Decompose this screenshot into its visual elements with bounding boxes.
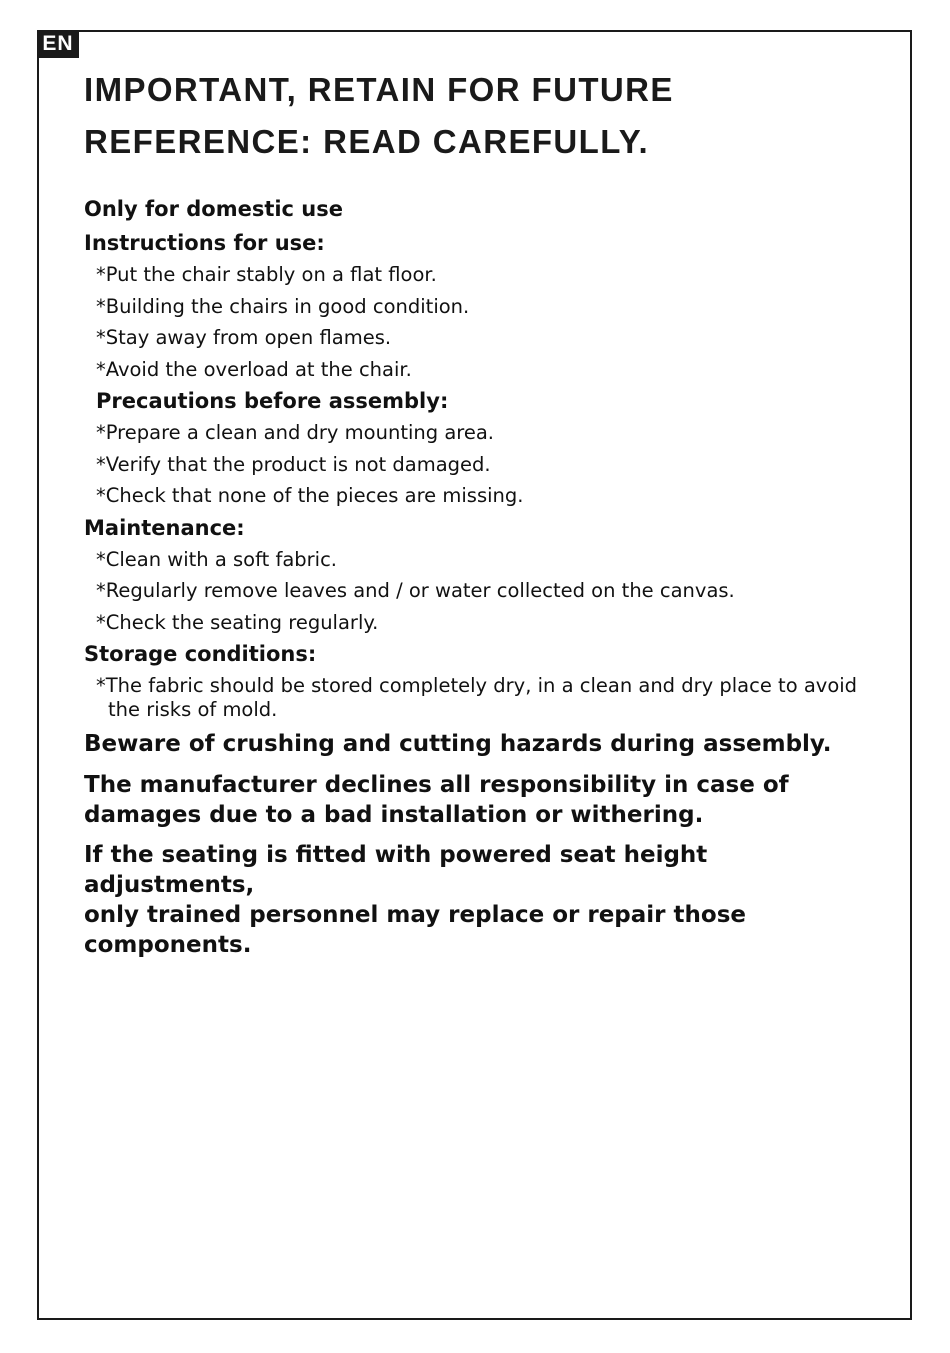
maintenance-item: *Check the seating regularly. — [96, 610, 379, 634]
precaution-item: *Prepare a clean and dry mounting area. — [96, 421, 494, 444]
instruction-item: *Put the chair stably on a flat floor. — [96, 263, 437, 286]
seating-warning-line-2: only trained personnel may replace or repair those — [84, 902, 746, 928]
maintenance-heading: Maintenance: — [84, 515, 245, 540]
seating-warning — [84, 840, 884, 960]
crushing-warning: Beware of crushing and cutting hazards during assembly. — [84, 731, 832, 757]
precaution-item: *Verify that the product is not damaged. — [96, 452, 491, 476]
manufacturer-disclaimer — [84, 770, 884, 830]
seating-warning-line-1: If the seating is fitted with powered seat height adjustments, — [84, 842, 708, 898]
storage-item: *The fabric should be stored completely dry, in a clean and dry place to avoid the risks of mold. — [96, 674, 858, 721]
precaution-item: *Check that none of the pieces are missing. — [96, 484, 524, 507]
title-line-1: IMPORTANT, RETAIN FOR FUTURE — [84, 71, 674, 108]
page-title — [84, 64, 864, 168]
domestic-use-heading: Only for domestic use — [84, 197, 344, 221]
seating-warning-line-3: components. — [84, 932, 252, 958]
title-line-2: REFERENCE: READ CAREFULLY. — [84, 123, 650, 160]
instruction-item: *Avoid the overload at the chair. — [96, 357, 412, 381]
maintenance-item: *Regularly remove leaves and / or water collected on the canvas. — [96, 579, 735, 602]
language-tag: EN — [37, 30, 79, 58]
manufacturer-disclaimer-line-1: The manufacturer declines all responsibility in case of — [84, 772, 789, 798]
instruction-item: *Stay away from open flames. — [96, 326, 392, 349]
maintenance-item: *Clean with a soft fabric. — [96, 547, 338, 571]
precautions-heading: Precautions before assembly: — [96, 389, 449, 413]
instructions-heading: Instructions for use: — [84, 231, 325, 255]
manufacturer-disclaimer-line-2: damages due to a bad installation or withering. — [84, 802, 704, 828]
storage-heading: Storage conditions: — [84, 642, 317, 666]
instructions-body — [84, 193, 884, 960]
instruction-item: *Building the chairs in good condition. — [96, 294, 470, 318]
